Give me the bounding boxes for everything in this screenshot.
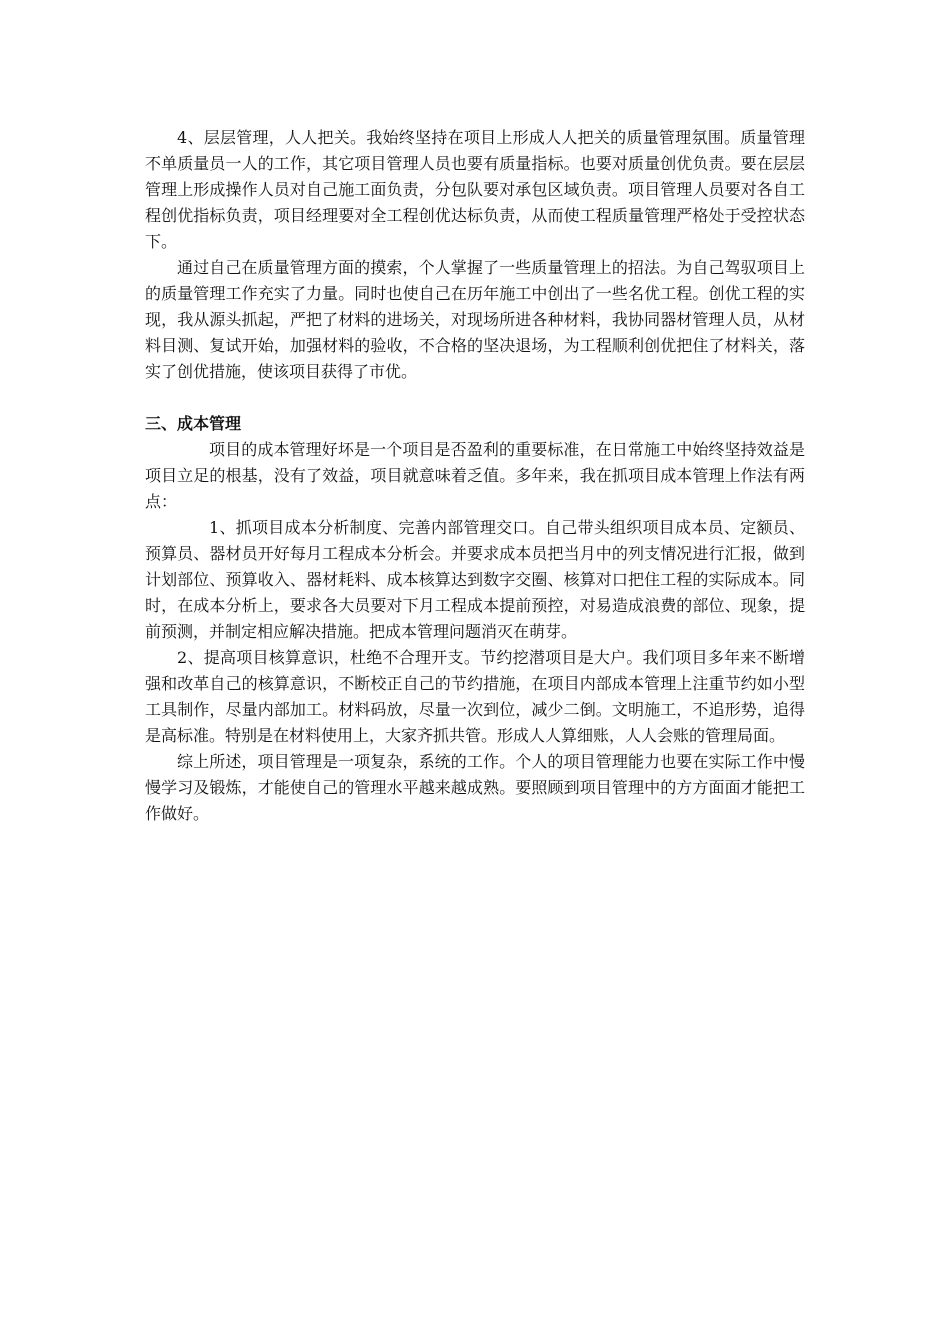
paragraph-cost-point-2: 2、提高项目核算意识，杜绝不合理开支。节约挖潜项目是大户。我们项目多年来不断增强和改革自己的核算意识，不断校正自己的节约措施，在项目内部成本管理上注重节约如小型工具制作，尽量内部加工。材料码放，尽量一次到位，减少二倒。文明施工，不追形势，追得是高标准。特别是在材料使用上，大家齐抓共管。形成人人算细账，人人会账的管理局面。 <box>145 648 805 745</box>
blank-line <box>145 385 805 411</box>
paragraph-conclusion: 综上所述，项目管理是一项复杂，系统的工作。个人的项目管理能力也要在实际工作中慢慢学习及锻炼，才能使自己的管理水平越来越成熟。要照顾到项目管理中的方方面面才能把工作做好。 <box>145 752 805 823</box>
paragraph-quality-summary: 通过自己在质量管理方面的摸索，个人掌握了一些质量管理上的招法。为自己驾驭项目上的质量管理工作充实了力量。同时也使自己在历年施工中创出了一些名优工程。创优工程的实现，我从源头抓起，严把了材料的进场关，对现场所进各种材料，我协同器材管理人员，从材料目测、复试开始，加强材料的验收，不合格的坚决退场，为工程顺利创优把住了材料关，落实了创优措施，使该项目获得了市优。 <box>145 258 805 381</box>
paragraph-cost-point-1: 1、抓项目成本分析制度、完善内部管理交口。自己带头组织项目成本员、定额员、预算员、器材员开好每月工程成本分析会。并要求成本员把当月中的列支情况进行汇报，做到计划部位、预算收入、器材耗料、成本核算达到数字交圈、核算对口把住工程的实际成本。同时，在成本分析上，要求各大员要对下月工程成本提前预控，对易造成浪费的部位、现象，提前预测，并制定相应解决措施。把成本管理问题消灭在萌芽。 <box>145 518 805 641</box>
paragraph-cost-intro: 项目的成本管理好坏是一个项目是否盈利的重要标准，在日常施工中始终坚持效益是项目立足的根基，没有了效益，项目就意味着乏值。多年来，我在抓项目成本管理上作法有两点： <box>145 440 805 511</box>
paragraph-quality-layered-management: 4、层层管理，人人把关。我始终坚持在项目上形成人人把关的质量管理氛围。质量管理不单质量员一人的工作，其它项目管理人员也要有质量指标。也要对质量创优负责。要在层层管理上形成操作人员对自己施工面负责，分包队要对承包区域负责。项目管理人员要对各自工程创优指标负责，项目经理要对全工程创优达标负责，从而使工程质量管理严格处于受控状态下。 <box>145 128 805 251</box>
section-heading-cost-management: 三、成本管理 <box>145 414 242 433</box>
document-body <box>145 125 805 827</box>
